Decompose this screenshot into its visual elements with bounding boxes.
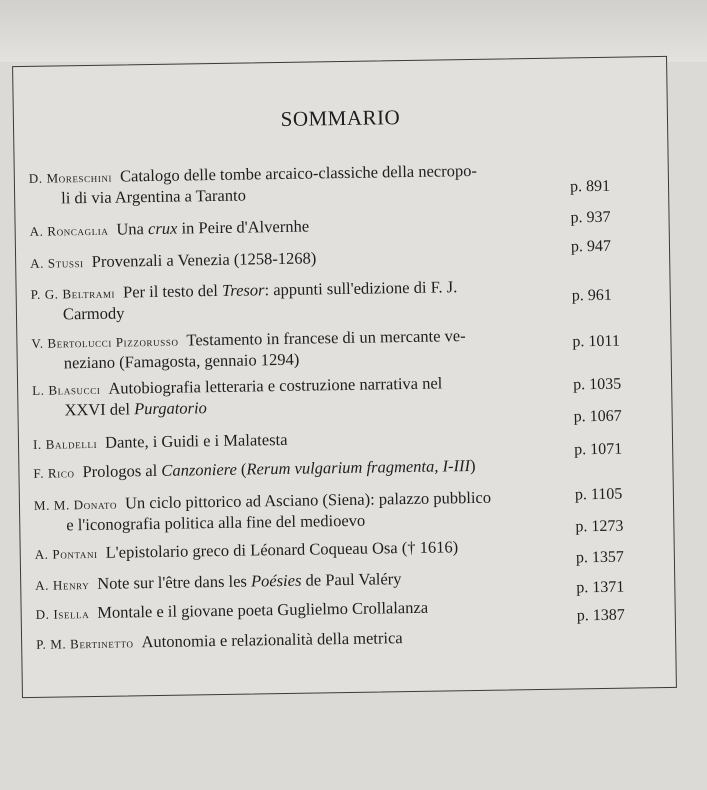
entry-author: M. M. Donato: [33, 496, 118, 513]
entry-page: p. 1273: [575, 517, 624, 536]
entry-author: P. M. Bertinetto: [36, 635, 134, 652]
entry-author: F. Rico: [33, 465, 75, 481]
entry-page: p. 1387: [576, 606, 625, 625]
entry-author: A. Henry: [35, 577, 90, 593]
entry-author: D. Isella: [35, 606, 90, 622]
toc-entry: [35, 535, 580, 565]
entry-author: D. Moreschini: [28, 169, 113, 186]
toc-entry: [30, 275, 576, 325]
toc-entry: [33, 454, 578, 484]
entry-title-italic: Poésies: [250, 570, 302, 591]
entry-title: Un ciclo pittorico ad Asciano (Siena): palazzo pubblico: [124, 487, 492, 513]
toc-entry: [29, 159, 575, 209]
entry-title-continued: li di via Argentina a Taranto: [61, 185, 247, 208]
entry-page: p. 937: [570, 208, 611, 227]
entry-title-italic: Tresor: [221, 280, 265, 300]
entry-title: Autobiografia letteraria e costruzione narrativa nel: [108, 373, 443, 398]
entry-title-continued: XXVI del: [64, 399, 135, 420]
entry-title: Montale e il giovane poeta Guglielmo Crollalanza: [97, 597, 429, 622]
entry-title: Testamento in francese di un mercante ve-: [186, 326, 466, 350]
entry-page: p. 947: [570, 237, 612, 256]
entry-title-italic: Rerum vulgarium fragmenta, I-III: [246, 456, 471, 479]
entry-title-part: Una: [116, 219, 149, 239]
entry-page: p. 1067: [573, 407, 622, 426]
entry-title: L'epistolario greco di Léonard Coqueau Osa († 1616): [105, 537, 459, 562]
entry-author: A. Pontani: [34, 545, 98, 562]
entry-title: Provenzali a Venezia (1258-1268): [91, 248, 317, 271]
toc-entry: [35, 566, 580, 596]
entry-title: Autonomia e relazionalità della metrica: [141, 628, 403, 652]
entry-author: P. G. Beltrami: [30, 285, 116, 302]
toc-entry: [30, 244, 575, 274]
entry-title-part: (: [236, 459, 247, 479]
entry-title-italic: Canzoniere: [161, 459, 237, 480]
entry-page: p. 1371: [576, 578, 625, 597]
toc-entry: [36, 625, 581, 655]
entry-title-continued: neziano (Famagosta, gennaio 1294): [63, 349, 300, 373]
toc-entry: [36, 595, 581, 625]
entry-title-part: in Peire d'Alvernhe: [177, 216, 310, 238]
entry-title: Dante, i Guidi e i Malatesta: [104, 429, 288, 452]
entry-title-continued: e l'iconografia politica alla fine del medioevo: [66, 510, 366, 535]
entry-page: p. 961: [571, 286, 612, 305]
entry-title-continued: Carmody: [62, 303, 125, 324]
page-title: SOMMARIO: [280, 105, 401, 131]
toc-entry: [34, 486, 580, 536]
entry-author: L. Blasucci: [32, 381, 101, 398]
entry-page: p. 1357: [575, 548, 624, 567]
entry-author: A. Stussi: [30, 255, 84, 271]
entry-page: p. 1011: [572, 332, 621, 351]
entry-title-italic: crux: [147, 218, 178, 239]
entry-author: A. Roncaglia: [29, 222, 109, 239]
entry-title-italic: Purgatorio: [133, 398, 208, 419]
entry-title-part: ): [469, 455, 476, 476]
entry-title-part: Prologos al: [82, 460, 162, 482]
entry-page: p. 1035: [573, 375, 622, 394]
entry-title-part: : appunti sull'edizione di F. J.: [264, 277, 458, 300]
entry-author: V. Bertolucci Pizzorusso: [31, 333, 179, 351]
entry-title-part: de Paul Valéry: [301, 569, 402, 590]
toc-entry: [30, 212, 575, 242]
toc-entry: [32, 371, 578, 421]
background-top: [0, 0, 707, 62]
toc-entry: [33, 425, 578, 455]
entry-page: p. 1071: [574, 440, 623, 459]
contents-frame: [12, 56, 677, 698]
entry-page: p. 891: [569, 177, 611, 196]
entry-page: p. 1105: [574, 485, 623, 504]
toc-entry: [31, 324, 577, 374]
entry-title-part: Per il testo del: [122, 280, 223, 302]
entry-title-part: Note sur l'être dans les: [97, 571, 252, 593]
entry-author: I. Baldelli: [32, 435, 98, 452]
entry-title: Catalogo delle tombe arcaico-classiche della necropo-: [119, 160, 478, 186]
